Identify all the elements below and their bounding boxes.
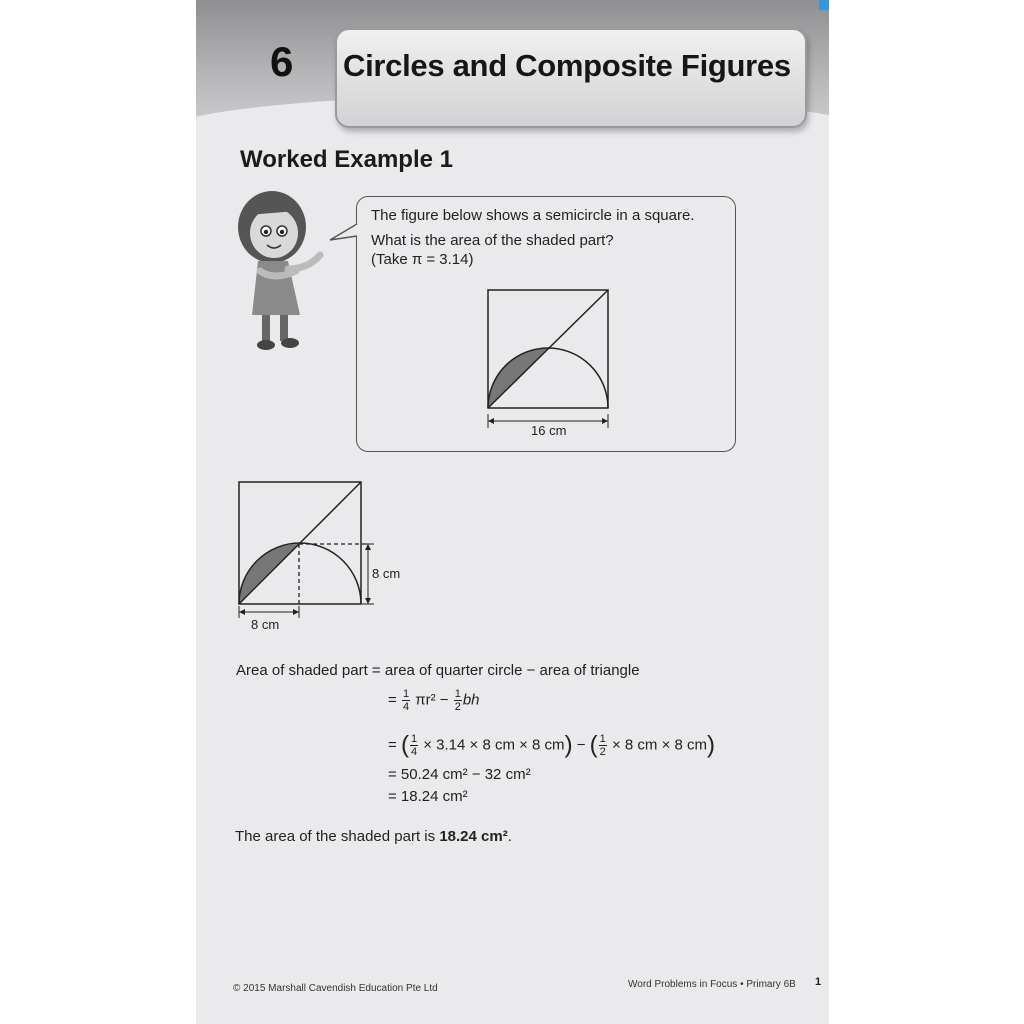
girl-face [250,208,298,258]
solution-line-2: = $\frac{1}{4}$ πr² − $\frac{1}{2}$ bh [388,688,480,713]
solution-line-4: = 50.24 cm² − 32 cm² [388,766,531,783]
conclusion: The area of the shaded part is 18.24 cm². [235,828,512,845]
copyright: © 2015 Marshall Cavendish Education Pte Ltd [233,983,438,994]
question-line-2: What is the area of the shaded part? [371,232,614,249]
page-corner-accent [819,0,829,10]
chapter-title: Circles and Composite Figures [343,48,791,83]
fraction-quarter: $\frac{1}{4}$ [402,688,410,713]
solution-line-1: Area of shaded part = area of quarter circle − area of triangle [236,662,640,679]
solution-line-5: = 18.24 cm² [388,788,468,805]
page-number: 1 [815,976,822,988]
chapter-number: 6 [270,38,294,85]
girl-illustration [230,185,330,355]
question-line-1: The figure below shows a semicircle in a square. [371,207,695,224]
fraction-quarter-2: $\frac{1}{4}$ [410,733,418,758]
question-line-3: (Take π = 3.14) [371,251,474,268]
height-label: 8 cm [372,566,401,581]
fraction-half-2: $\frac{1}{2}$ [599,733,606,758]
question-dimension-label: 16 cm [528,423,569,438]
final-answer: 18.24 cm² [439,828,508,845]
solution-line-3: = ( $\frac{1}{4}$ × 3.14 × 8 cm × 8 cm) − ( $\frac{1}{2}$ × 8 cm × 8 cm) [388,731,716,759]
width-label: 8 cm [251,617,280,632]
section-title: Worked Example 1 [240,146,453,173]
fraction-half: $\frac{1}{2}$ [454,688,461,713]
book-title: Word Problems in Focus • Primary 6B [628,979,796,990]
